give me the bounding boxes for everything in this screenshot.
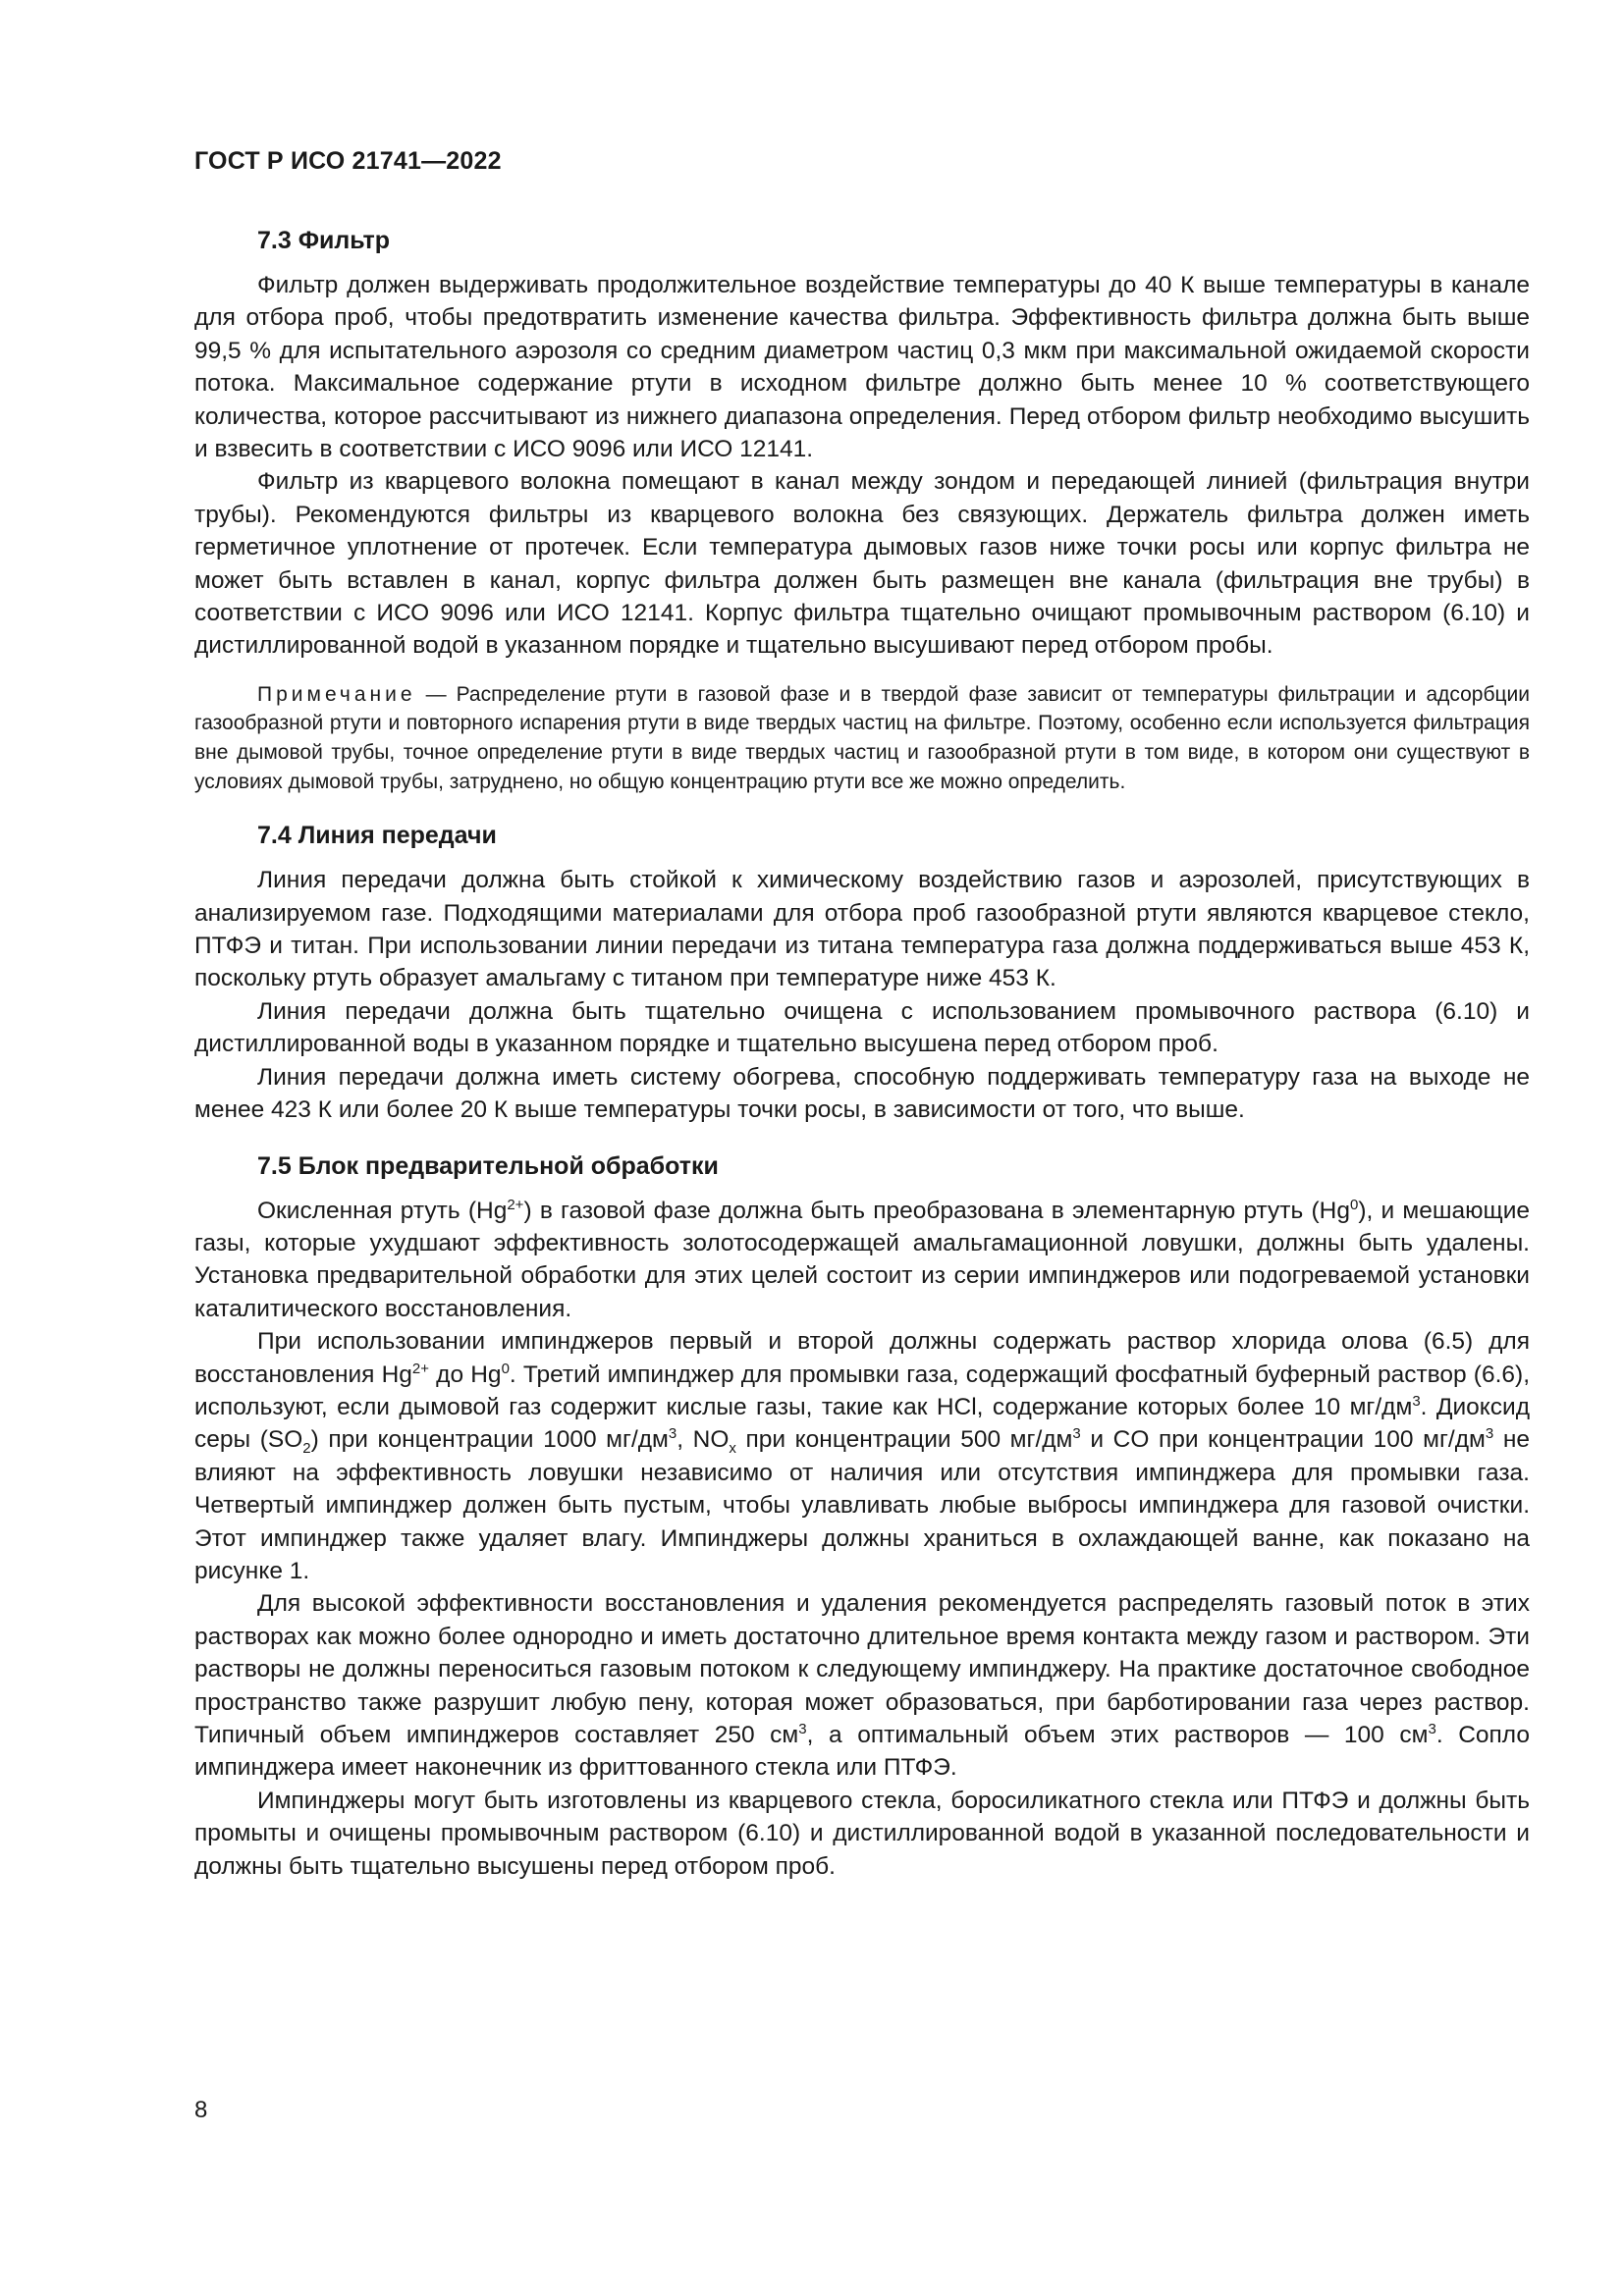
paragraph [194, 1587, 1530, 1784]
paragraph: Импинджеры могут быть изготовлены из кварцевого стекла, боросиликатного стекла или ПТФЭ и должны быть промыты и очищены промывочным раствором (6.10) и дистиллированной водой в указанной последовательности и должны быть тщательно высушены перед отбором проб. [194, 1787, 1530, 1880]
section-7-5 [194, 1152, 1530, 1884]
paragraph: Фильтр должен выдерживать продолжительное воздействие температуры до 40 К выше температуры в канале для отбора проб, чтобы предотвратить изменение качества фильтра. Эффективность фильтра должна быть выше 99,5 % для испытательного аэрозоля со средним диаметром частиц 0,3 мкм при максимальной ожидаемой скорости потока. Максимальное содержание ртути в исходном фильтре должно быть менее 10 % соответствующего количества, которое рассчитывают из нижнего диапазона определения. Перед отбором фильтр необходимо высушить и взвесить в соответствии с ИСО 9096 или ИСО 12141. [194, 272, 1530, 463]
paragraph: Линия передачи должна быть стойкой к химическому воздействию газов и аэрозолей, присутствующих в анализируемом газе. Подходящими материалами для отбора проб газообразной ртути являются кварцевое стекло, ПТФЭ и титан. При использовании линии передачи из титана температура газа должна поддерживаться выше 453 К, поскольку ртуть образует амальгаму с титаном при температуре ниже 453 К. [194, 867, 1530, 992]
page-number: 8 [194, 2097, 208, 2123]
text-run: Окисленная ртуть (Hg [257, 1197, 508, 1224]
text-run: Для высокой эффективности восстановления и удаления рекомендуется распределять газовый поток в этих растворах как можно более однородно и иметь достаточно длительное время контакта между газом и раствором. Эти растворы не должны переноситься газовым потоком к следующему импинджеру. На практике достаточное свободное пространство также разрушит любую пену, которая может образоваться, при барботировании газа через раствор. Типичный объем импинджеров составляет 250 см [194, 1590, 1530, 1748]
paragraph: Линия передачи должна быть тщательно очищена с использованием промывочного раствора (6.10) и дистиллированной воды в указанном порядке и тщательно высушена перед отбором проб. [194, 997, 1530, 1058]
section-7-3 [194, 227, 1530, 796]
superscript: 3 [1485, 1425, 1494, 1443]
text-run: не влияют на эффективность ловушки независимо от наличия или отсутствия импинджера для промывки газа. Четвертый импинджер должен быть пустым, чтобы улавливать любые выбросы импинджера для газовой очистки. Этот импинджер также удаляет влагу. Импинджеры должны храниться в охлаждающей ванне, как показано на рисунке 1. [194, 1426, 1530, 1584]
text-run: , NO [677, 1426, 730, 1454]
section-7-4 [194, 822, 1530, 1126]
superscript: 2+ [507, 1196, 524, 1213]
text-run: . Третий импинджер для промывки газа, содержащий фосфатный буферный раствор (6.6), используют, если дымовой газ содержит кислые газы, такие как HCl, содержание которых более 10 мг/дм [194, 1361, 1530, 1420]
text-run: При использовании импинджеров первый и второй должны содержать раствор хлорида олова (6.5) для восстановления Hg [194, 1328, 1530, 1388]
note [194, 680, 1530, 796]
section-title: 7.5 Блок предварительной обработки [257, 1151, 719, 1180]
paragraph [194, 1195, 1530, 1326]
document-header: ГОСТ Р ИСО 21741—2022 [194, 147, 502, 175]
text-run: ) при концентрации 1000 мг/дм [310, 1426, 669, 1454]
text-run: . Диоксид серы (SO [194, 1393, 1530, 1454]
paragraph: Линия передачи должна иметь систему обогрева, способную поддерживать температуру газа на выходе не менее 423 К или более 20 К выше температуры точки росы, в зависимости от того, что выше. [194, 1063, 1530, 1124]
text-run: ), и мешающие газы, которые ухудшают эффективность золотосодержащей амальгамационной ловушки, должны быть удалены. Установка предварительной обработки для этих целей состоит из серии импинджеров или подогреваемой установки каталитического восстановления. [194, 1197, 1530, 1322]
text-run: ) в газовой фазе должна быть преобразована в элементарную ртуть (Hg [523, 1197, 1350, 1224]
superscript: 3 [798, 1720, 807, 1737]
section-title: 7.4 Линия передачи [257, 822, 497, 850]
note-label: Примечание [257, 682, 416, 706]
superscript: 2+ [411, 1360, 430, 1377]
paragraph [194, 1325, 1530, 1587]
text-run: . Сопло импинджера имеет наконечник из фриттованного стекла или ПТФЭ. [194, 1722, 1530, 1782]
superscript: 0 [501, 1360, 510, 1377]
text-run: при концентрации 500 мг/дм [735, 1426, 1073, 1454]
superscript: 3 [668, 1425, 677, 1443]
superscript: 3 [1412, 1392, 1421, 1410]
document-page [194, 147, 1530, 1883]
subscript: x [729, 1440, 736, 1458]
subscript: 2 [302, 1440, 311, 1458]
note-text: — Распределение ртути в газовой фазе и в твердой фазе зависит от температуры фильтрации и адсорбции газообразной ртути и повторного испарения ртути в виде твердых частиц на фильтре. Поэтому, особенно если используется фильтрация вне дымовой трубы, точное определение ртути в виде твердых частиц и газообразной ртути в том виде, в котором они существуют в условиях дымовой трубы, затруднено, но общую концентрацию ртути все же можно определить. [194, 682, 1530, 793]
superscript: 3 [1072, 1425, 1081, 1443]
paragraph: Фильтр из кварцевого волокна помещают в канал между зондом и передающей линией (фильтрация внутри трубы). Рекомендуются фильтры из кварцевого волокна без связующих. Держатель фильтра должен иметь герметичное уплотнение от протечек. Если температура дымовых газов ниже точки росы или корпус фильтра не может быть вставлен в канал, корпус фильтра должен быть размещен вне канала (фильтрация вне трубы) в соответствии с ИСО 9096 или ИСО 12141. Корпус фильтра тщательно очищают промывочным раствором (6.10) и дистиллированной водой в указанном порядке и тщательно высушивают перед отбором пробы. [194, 468, 1530, 660]
section-title: 7.3 Фильтр [257, 227, 390, 254]
text-run: до Hg [429, 1361, 502, 1388]
text-run: и CO при концентрации 100 мг/дм [1080, 1426, 1486, 1454]
text-run: , а оптимальный объем этих растворов — 100 см [806, 1722, 1429, 1748]
superscript: 3 [1428, 1720, 1436, 1737]
superscript: 0 [1349, 1196, 1359, 1213]
